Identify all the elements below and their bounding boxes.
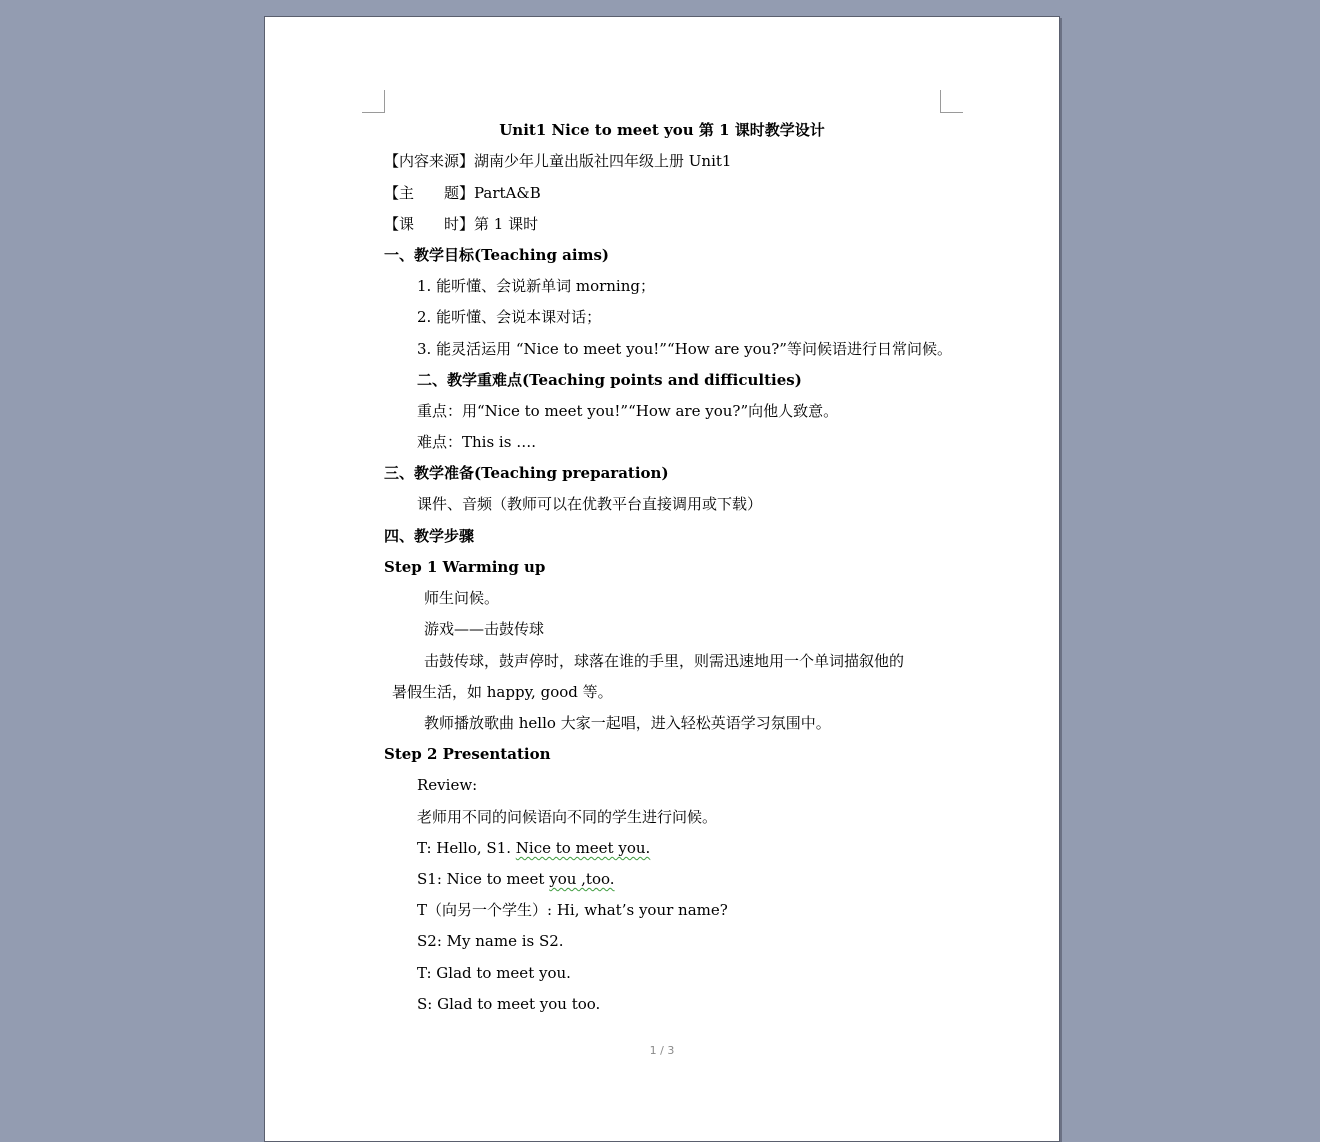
- margin-corner-mark-top-left: [362, 90, 385, 113]
- step1-line: 师生问候。: [424, 589, 500, 607]
- preparation-text: 课件、音频（教师可以在优教平台直接调用或下载）: [417, 495, 763, 513]
- aim-item: 3. 能灵活运用 “Nice to meet you!”“How are you?”等问候语进行日常问候。: [417, 340, 952, 358]
- document-page: [264, 16, 1060, 1142]
- dialogue-text: T: Hello, S1.: [417, 839, 516, 857]
- step1-line: 教师播放歌曲 hello 大家一起唱，进入轻松英语学习氛围中。: [424, 714, 831, 732]
- dialogue-line: S2: My name is S2.: [417, 932, 564, 950]
- content-source: 【内容来源】湖南少年儿童出版社四年级上册 Unit1: [384, 152, 732, 170]
- difficult-point: 难点：This is ….: [417, 433, 536, 451]
- step1-line: 击鼓传球，鼓声停时，球落在谁的手里，则需迅速地用一个单词描叙他的: [424, 652, 905, 670]
- section-heading-key-points: 二、教学重难点(Teaching points and difficulties): [417, 371, 802, 389]
- section-heading-aims: 一、教学目标(Teaching aims): [384, 246, 609, 264]
- aim-item: 2. 能听懂、会说本课对话；: [417, 308, 602, 326]
- step1-line: 暑假生活，如 happy, good 等。: [392, 683, 613, 701]
- dialogue-line: [417, 869, 615, 889]
- spellcheck-marked-text: Nice to meet you.: [515, 839, 651, 857]
- review-label: Review:: [417, 776, 478, 794]
- page-number: 1 / 3: [649, 1044, 675, 1057]
- spellcheck-marked-text: you ,too.: [549, 870, 615, 888]
- dialogue-text: S1: Nice to meet: [417, 870, 550, 888]
- lesson-period: 【课 时】第 1 课时: [384, 215, 539, 233]
- key-point: 重点：用“Nice to meet you!”“How are you?”向他人致意。: [417, 402, 839, 420]
- step1-heading: Step 1 Warming up: [384, 558, 546, 576]
- document-title: Unit1 Nice to meet you 第 1 课时教学设计: [499, 121, 825, 139]
- margin-corner-mark-top-right: [940, 90, 963, 113]
- aim-item: 1. 能听懂、会说新单词 morning；: [417, 277, 655, 295]
- topic: 【主 题】PartA&B: [384, 184, 541, 202]
- dialogue-line: S: Glad to meet you too.: [417, 995, 601, 1013]
- dialogue-line: [417, 838, 650, 858]
- section-heading-preparation: 三、教学准备(Teaching preparation): [384, 464, 669, 482]
- dialogue-line: T: Glad to meet you.: [417, 964, 571, 982]
- dialogue-line: T（向另一个学生）: Hi, what’s your name?: [417, 901, 728, 919]
- section-heading-steps: 四、教学步骤: [384, 527, 475, 545]
- step1-line: 游戏——击鼓传球: [424, 620, 545, 638]
- step2-intro: 老师用不同的问候语向不同的学生进行问候。: [417, 808, 718, 826]
- step2-heading: Step 2 Presentation: [384, 745, 551, 763]
